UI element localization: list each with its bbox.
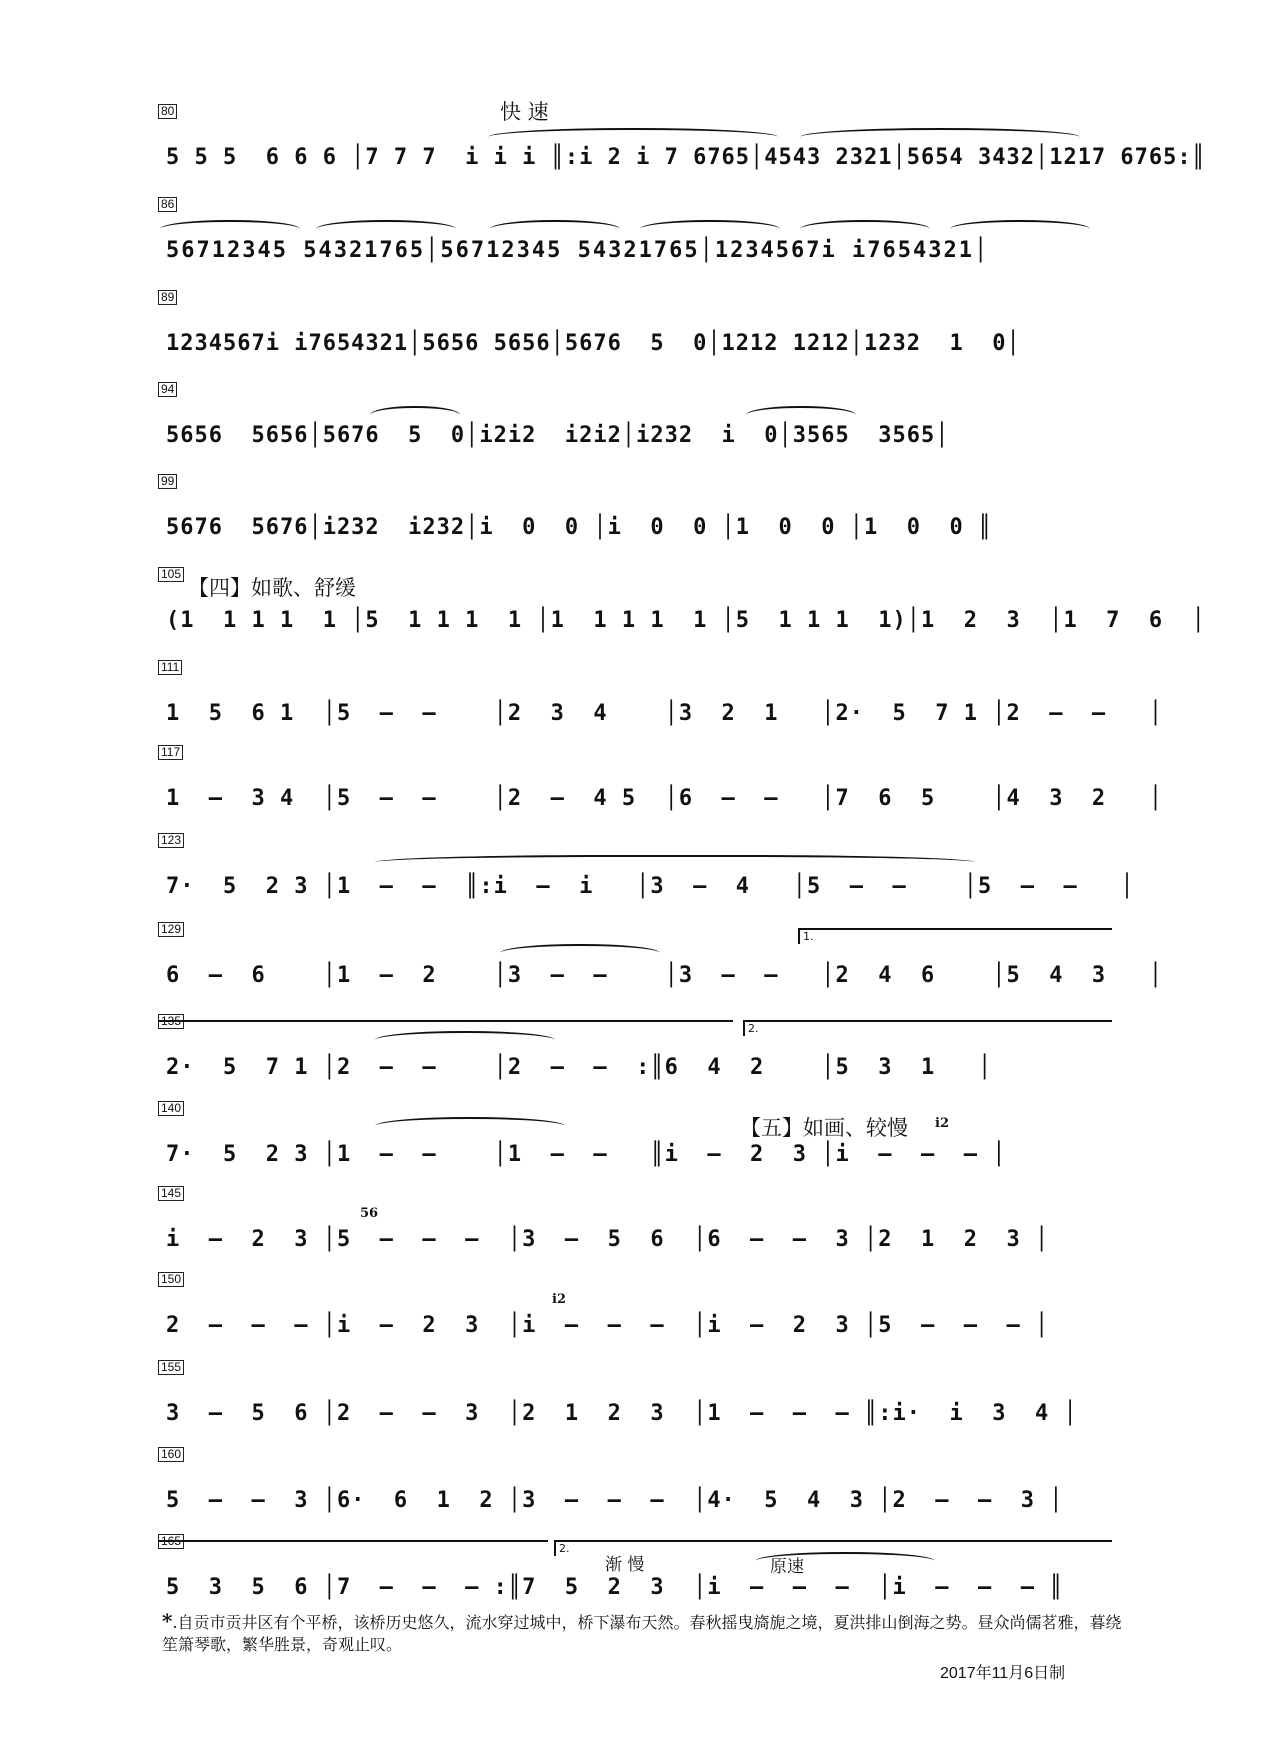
measure-number: 99 <box>158 474 177 489</box>
notation-line: 7· 5 2 3 │1 – – ║:i – i │3 – 4 │5 – – │5 – – │ <box>166 874 1135 899</box>
volta-bracket <box>798 928 1112 944</box>
slur <box>160 220 300 238</box>
volta-line <box>158 1540 548 1542</box>
slur <box>316 220 456 238</box>
notation-line: 5656 5656│5676 5 0│i2i2 i2i2│i232 i 0│3565 3565│ <box>166 423 950 448</box>
tempo-fast: 快 速 <box>500 100 549 124</box>
notation-row <box>158 1296 1118 1356</box>
measure-number: 105 <box>158 567 184 582</box>
measure-number: 123 <box>158 833 184 848</box>
date-stamp: 2017年11月6日制 <box>940 1665 1066 1682</box>
notation-row <box>158 1471 1118 1531</box>
notation-row <box>158 769 1164 829</box>
notation-line: 56712345 54321765│56712345 54321765│1234567i i7654321│ <box>166 238 990 263</box>
footnote-star: * <box>162 1609 173 1633</box>
notation-row <box>158 498 1118 558</box>
volta-label: 1. <box>803 930 814 943</box>
notation-line: 7· 5 2 3 │1 – – │1 – – ║i – 2 3 │i – – – │ <box>166 1142 1007 1167</box>
notation-line: 3 – 5 6 │2 – – 3 │2 1 2 3 │1 – – – ║:i· i 3 4 │ <box>166 1401 1078 1426</box>
measure-number: 165 <box>158 1534 184 1549</box>
slur <box>950 220 1090 238</box>
notation-line: (1 1 1 1 1 │5 1 1 1 1 │1 1 1 1 1 │5 1 1 1 1)│1 2 3 │1 7 6 │ <box>166 608 1206 633</box>
notation-line: i – 2 3 │5 – – – │3 – 5 6 │6 – – 3 │2 1 2 3 │ <box>166 1227 1050 1252</box>
notation-row <box>158 314 1118 374</box>
notation-row <box>158 1558 1118 1618</box>
grace-note: 56 <box>360 1206 379 1221</box>
notation-line: 6 – 6 │1 – 2 │3 – – │3 – – │2 4 6 │5 4 3 │ <box>166 963 1164 988</box>
volta-label: 2. <box>748 1022 759 1035</box>
measure-number: 94 <box>158 382 177 397</box>
slur <box>800 128 1080 146</box>
slur <box>490 220 620 238</box>
notation-line: 1234567i i7654321│5656 5656│5676 5 0│1212 1212│1232 1 0│ <box>166 331 1021 356</box>
section-four-title: 【四】如歌、舒缓 <box>188 576 356 600</box>
measure-number: 150 <box>158 1272 184 1287</box>
measure-number: 111 <box>158 660 182 675</box>
slur <box>800 220 930 238</box>
notation-line: 1 5 6 1 │5 – – │2 3 4 │3 2 1 │2· 5 7 1 │2 – – │ <box>166 701 1164 726</box>
measure-number: 80 <box>158 104 177 119</box>
notation-row <box>158 406 1118 466</box>
slur <box>375 855 975 873</box>
tempo-a-tempo: 原速 <box>770 1557 804 1577</box>
volta-bracket <box>554 1540 1112 1556</box>
slur <box>375 1031 555 1049</box>
notation-row <box>158 591 1206 651</box>
measure-number: 129 <box>158 922 184 937</box>
footnote <box>162 1610 1122 1656</box>
notation-line: 5 3 5 6 │7 – – – :║7 5 2 3 │i – – – │i – – – ║ <box>166 1575 1064 1600</box>
volta-bracket <box>743 1020 1112 1036</box>
notation-row <box>158 1125 1118 1185</box>
section-five-title: 【五】如画、较慢 <box>740 1116 908 1140</box>
measure-number: 140 <box>158 1101 184 1116</box>
slur <box>500 944 660 962</box>
slur <box>375 1117 565 1135</box>
measure-number: 117 <box>158 745 183 760</box>
slur <box>370 406 460 424</box>
slur <box>746 406 856 424</box>
grace-note: i2 <box>935 1116 949 1131</box>
slur <box>488 128 778 146</box>
measure-number: 145 <box>158 1186 184 1201</box>
notation-line: 2· 5 7 1 │2 – – │2 – – :║6 4 2 │5 3 1 │ <box>166 1055 993 1080</box>
notation-row <box>158 1384 1118 1444</box>
notation-line: 5 – – 3 │6· 6 1 2 │3 – – – │4· 5 4 3 │2 – – 3 │ <box>166 1488 1064 1513</box>
volta-label: 2. <box>559 1542 570 1555</box>
footnote-text: .自贡市贡井区有个平桥，该桥历史悠久，流水穿过城中，桥下瀑布天然。春秋摇曳旖旎之境，夏洪排山倒海之势。昼众尚儒茗雅，暮绕笙箫琴歌，繁华胜景，奇观止叹。 <box>162 1613 1122 1654</box>
notation-row <box>158 1210 1118 1270</box>
volta-line <box>158 1020 733 1022</box>
notation-line: 5 5 5 6 6 6 │7 7 7 i i i ║:i 2 i 7 6765│4543 2321│5654 3432│1217 6765:║ <box>166 145 1206 170</box>
notation-row <box>158 684 1164 744</box>
measure-number: 160 <box>158 1447 184 1462</box>
grace-note: i2 <box>552 1292 566 1307</box>
measure-number: 155 <box>158 1360 184 1375</box>
slur <box>640 220 780 238</box>
measure-number: 135 <box>158 1014 184 1029</box>
notation-line: 5676 5676│i232 i232│i 0 0 │i 0 0 │1 0 0 │1 0 0 ║ <box>166 515 993 540</box>
tempo-gradually-slow: 渐 慢 <box>605 1555 645 1575</box>
notation-row <box>158 1038 1118 1098</box>
notation-line: 2 – – – │i – 2 3 │i – – – │i – 2 3 │5 – – – │ <box>166 1313 1050 1338</box>
notation-line: 1 – 3 4 │5 – – │2 – 4 5 │6 – – │7 6 5 │4 3 2 │ <box>166 786 1164 811</box>
measure-number: 86 <box>158 197 177 212</box>
measure-number: 89 <box>158 290 177 305</box>
